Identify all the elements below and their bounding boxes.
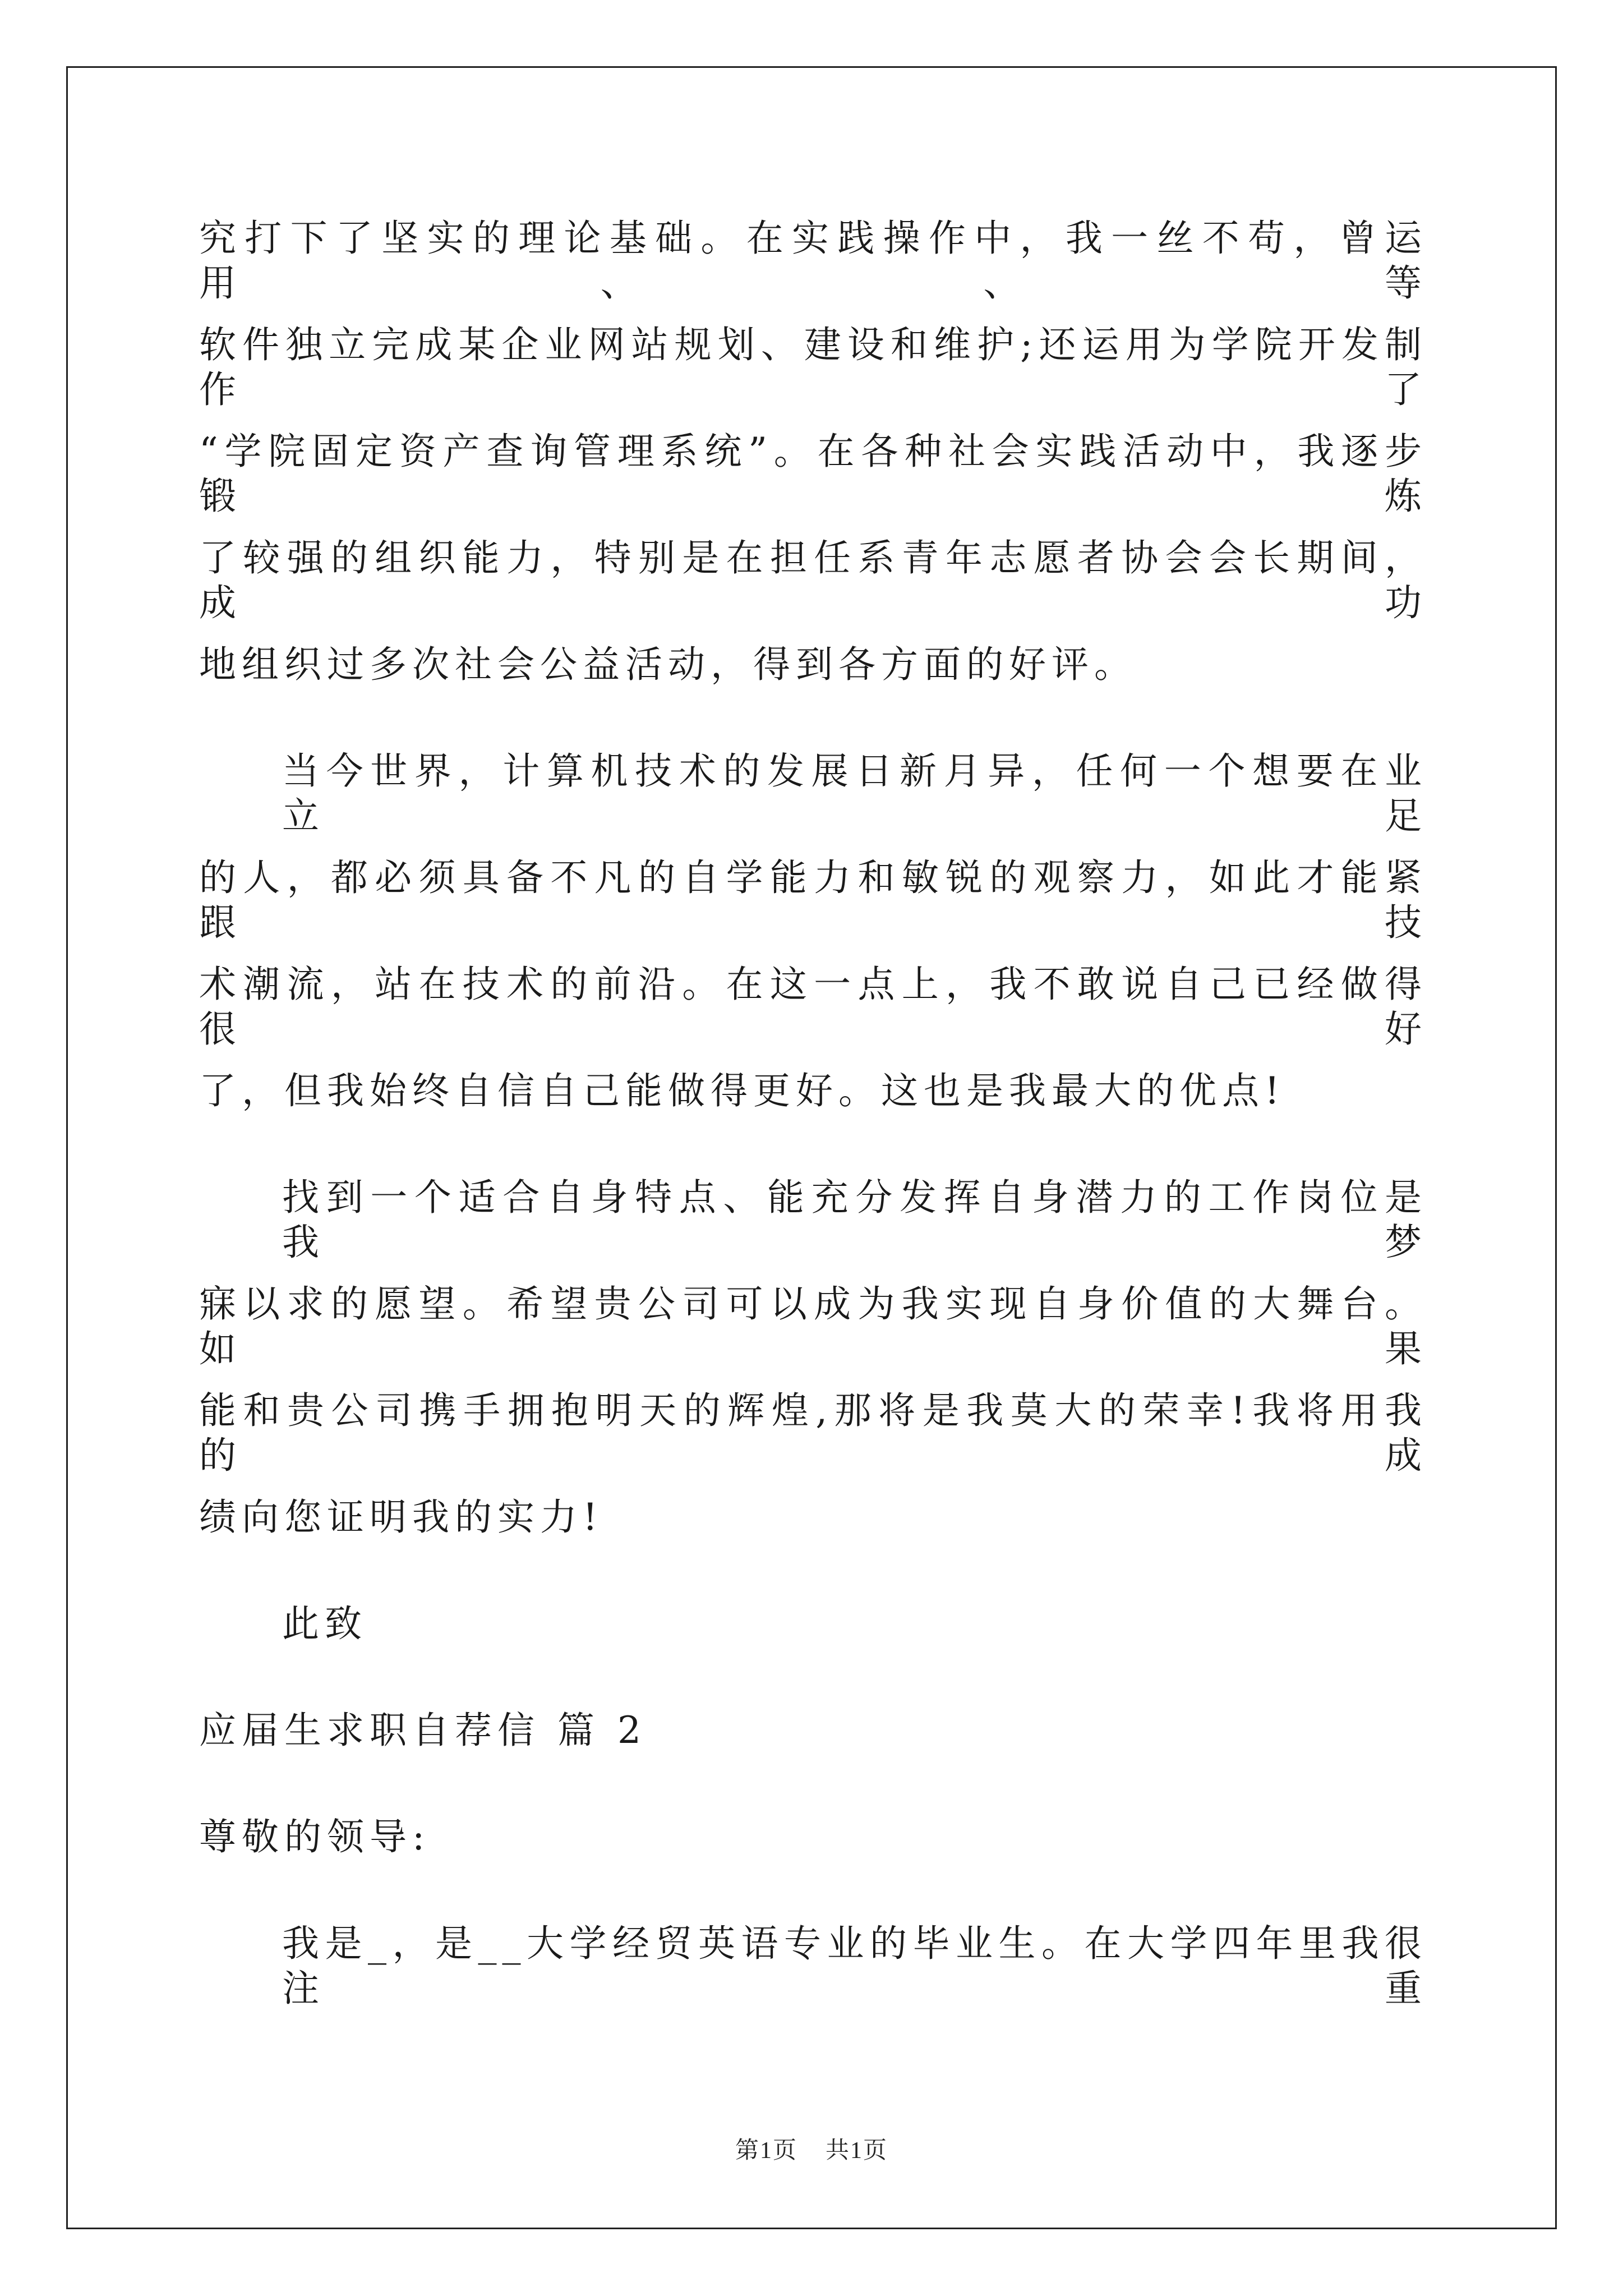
paragraph-line: 了，但我始终自信自己能做得更好。这也是我最大的优点! (199, 1069, 1285, 1112)
page-number: 第1页 (735, 2138, 797, 2164)
paragraph-line: 究打下了坚实的理论基础。在实践操作中，我一丝不苟，曾运用、、等 (199, 217, 1427, 305)
paragraph-line: 术潮流，站在技术的前沿。在这一点上，我不敢说自己已经做得很好 (199, 963, 1427, 1051)
paragraph-line: 当今世界，计算机技术的发展日新月异，任何一个想要在业立足 (282, 749, 1427, 838)
closing-salutation: 此致 (282, 1602, 367, 1645)
section-heading: 应届生求职自荐信 篇 2 (199, 1709, 647, 1752)
document-body (199, 216, 1427, 2028)
paragraph-line: 寐以求的愿望。希望贵公司可以成为我实现自身价值的大舞台。如果 (199, 1282, 1427, 1370)
paragraph-line: “学院固定资产查询管理系统”。在各种社会实践活动中，我逐步锻炼 (199, 430, 1427, 518)
paragraph-line: 软件独立完成某企业网站规划、建设和维护;还运用为学院开发制作了 (199, 323, 1427, 411)
paragraph-line: 的人，都必须具备不凡的自学能力和敏锐的观察力，如此才能紧跟技 (199, 856, 1427, 944)
greeting: 尊敬的领导: (199, 1815, 431, 1858)
paragraph-line: 我是_，是__大学经贸英语专业的毕业生。在大学四年里我很注重 (282, 1922, 1427, 2010)
paragraph-line: 地组织过多次社会公益活动，得到各方面的好评。 (199, 643, 1137, 686)
page-total: 共1页 (826, 2138, 888, 2164)
page-footer (0, 2132, 1623, 2165)
paragraph-line: 能和贵公司携手拥抱明天的辉煌,那将是我莫大的荣幸!我将用我的成 (199, 1389, 1427, 1477)
paragraph-line: 了较强的组织能力，特别是在担任系青年志愿者协会会长期间，成功 (199, 536, 1427, 624)
paragraph-line: 绩向您证明我的实力! (199, 1496, 603, 1539)
paragraph-line: 找到一个适合自身特点、能充分发挥自身潜力的工作岗位是我梦 (282, 1176, 1427, 1264)
